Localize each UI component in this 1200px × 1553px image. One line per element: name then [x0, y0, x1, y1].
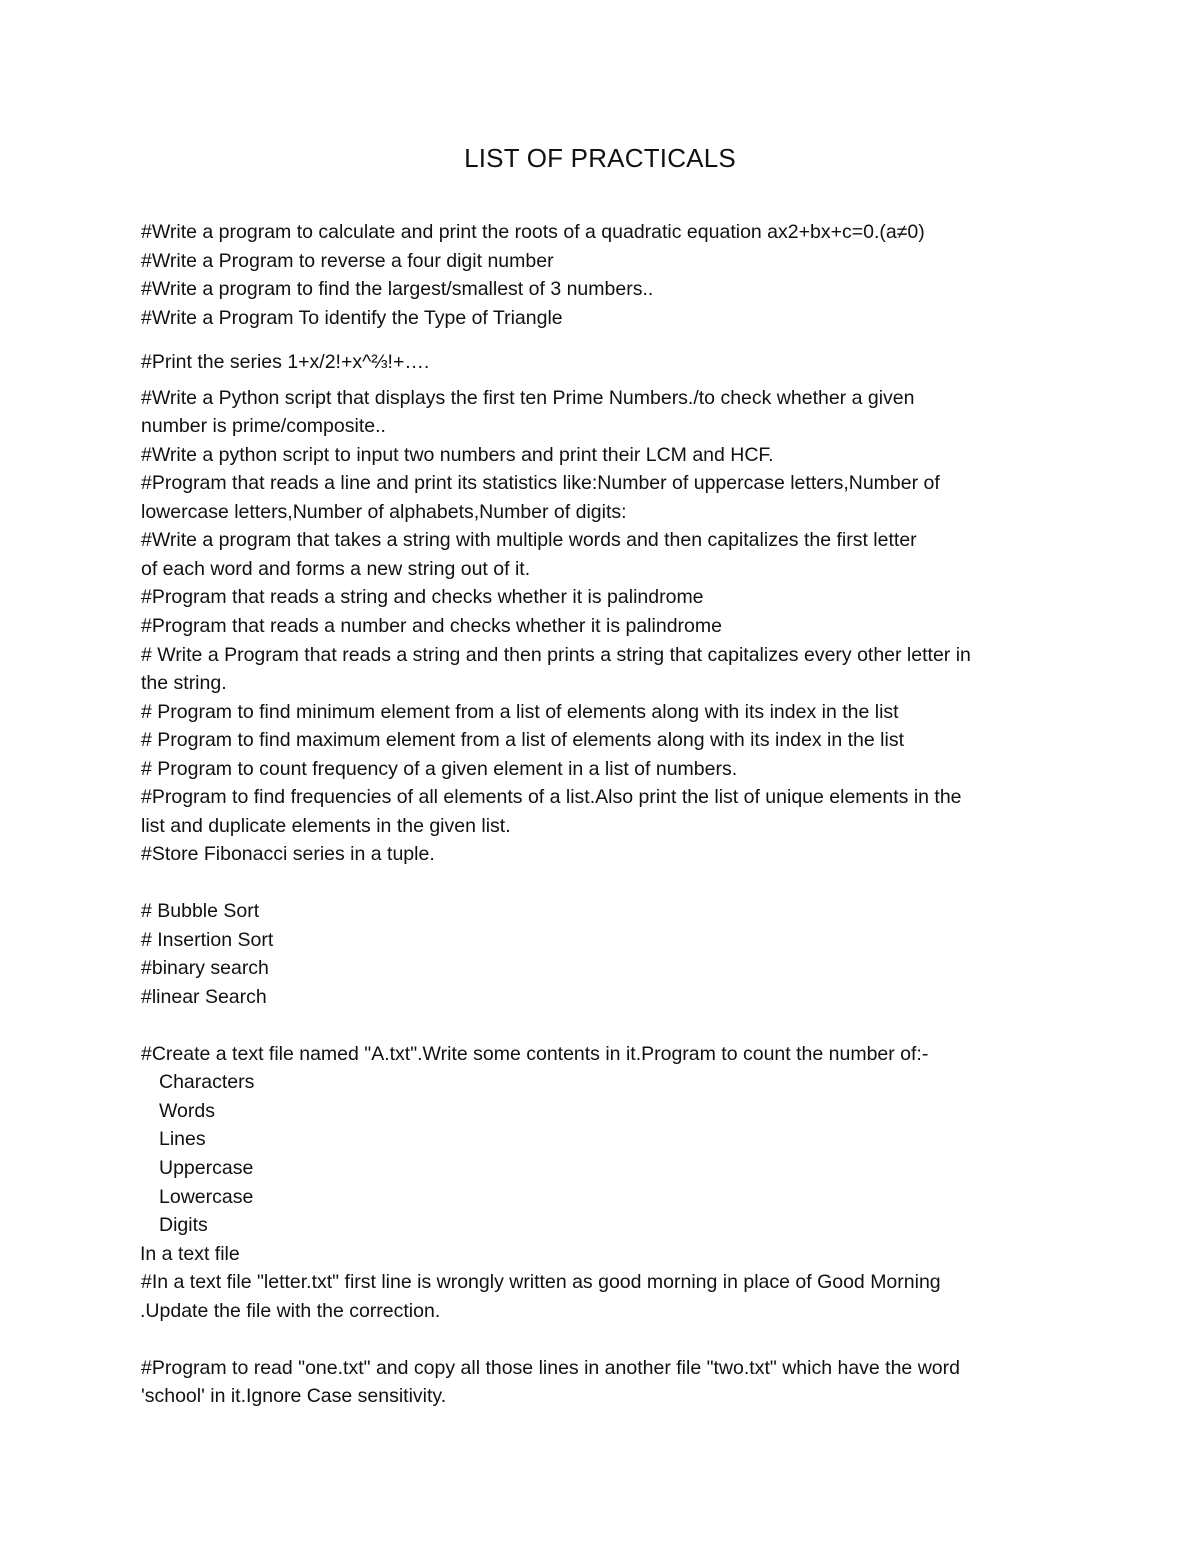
practical-line: #Write a program to calculate and print the roots of a quadratic equation ax2+bx+c=0.(a≠0): [141, 221, 925, 243]
practical-line: #Program that reads a string and checks whether it is palindrome: [141, 586, 704, 608]
practical-line: # Insertion Sort: [141, 929, 274, 951]
practical-line: number is prime/composite..: [141, 415, 386, 437]
practical-line: #Write a program to find the largest/smallest of 3 numbers..: [141, 278, 654, 300]
practical-line: of each word and forms a new string out of it.: [141, 558, 531, 580]
practical-line: #linear Search: [141, 986, 267, 1008]
practical-line: .Update the file with the correction.: [140, 1300, 441, 1322]
practical-line: #Write a program that takes a string with multiple words and then capitalizes the first letter: [141, 529, 917, 551]
practical-line: #Write a Python script that displays the first ten Prime Numbers./to check whether a given: [141, 387, 915, 409]
practical-line: the string.: [141, 672, 227, 694]
practical-line: In a text file: [140, 1243, 240, 1265]
practical-line: #Print the series 1+x/2!+x^⅔!+….: [141, 351, 430, 373]
practical-line: #Write a Program to reverse a four digit number: [141, 250, 554, 272]
practical-line: # Program to count frequency of a given element in a list of numbers.: [141, 758, 738, 780]
practical-line: #Write a python script to input two numbers and print their LCM and HCF.: [141, 444, 774, 466]
practical-line: 'school' in it.Ignore Case sensitivity.: [141, 1385, 447, 1407]
practical-line: #binary search: [141, 957, 269, 979]
practical-line: # Write a Program that reads a string and then prints a string that capitalizes every other letter in: [141, 644, 971, 666]
count-item: Words: [159, 1100, 215, 1122]
count-item: Digits: [159, 1214, 208, 1236]
practical-line: #Store Fibonacci series in a tuple.: [141, 843, 435, 865]
page-title: LIST OF PRACTICALS: [464, 143, 736, 173]
count-item: Characters: [159, 1071, 255, 1093]
practical-line: #Program to read "one.txt" and copy all those lines in another file "two.txt" which have the word: [141, 1357, 960, 1379]
practical-line: #In a text file "letter.txt" first line is wrongly written as good morning in place of Good Morning: [141, 1271, 941, 1293]
practical-line: #Program that reads a number and checks whether it is palindrome: [141, 615, 722, 637]
count-item: Uppercase: [159, 1157, 254, 1179]
practical-line: #Write a Program To identify the Type of Triangle: [141, 307, 563, 329]
count-item: Lowercase: [159, 1186, 254, 1208]
practical-line: # Program to find maximum element from a list of elements along with its index in the list: [141, 729, 904, 751]
practical-line: #Create a text file named "A.txt".Write some contents in it.Program to count the number of:-: [141, 1043, 929, 1065]
practical-line: # Program to find minimum element from a list of elements along with its index in the list: [141, 701, 899, 723]
practical-line: #Program that reads a line and print its statistics like:Number of uppercase letters,Number of: [141, 472, 940, 494]
count-item: Lines: [159, 1128, 206, 1150]
practical-line: list and duplicate elements in the given list.: [141, 815, 511, 837]
practical-line: # Bubble Sort: [141, 900, 260, 922]
practical-line: lowercase letters,Number of alphabets,Number of digits:: [141, 501, 627, 523]
practical-line: #Program to find frequencies of all elements of a list.Also print the list of unique elements in the: [141, 786, 962, 808]
